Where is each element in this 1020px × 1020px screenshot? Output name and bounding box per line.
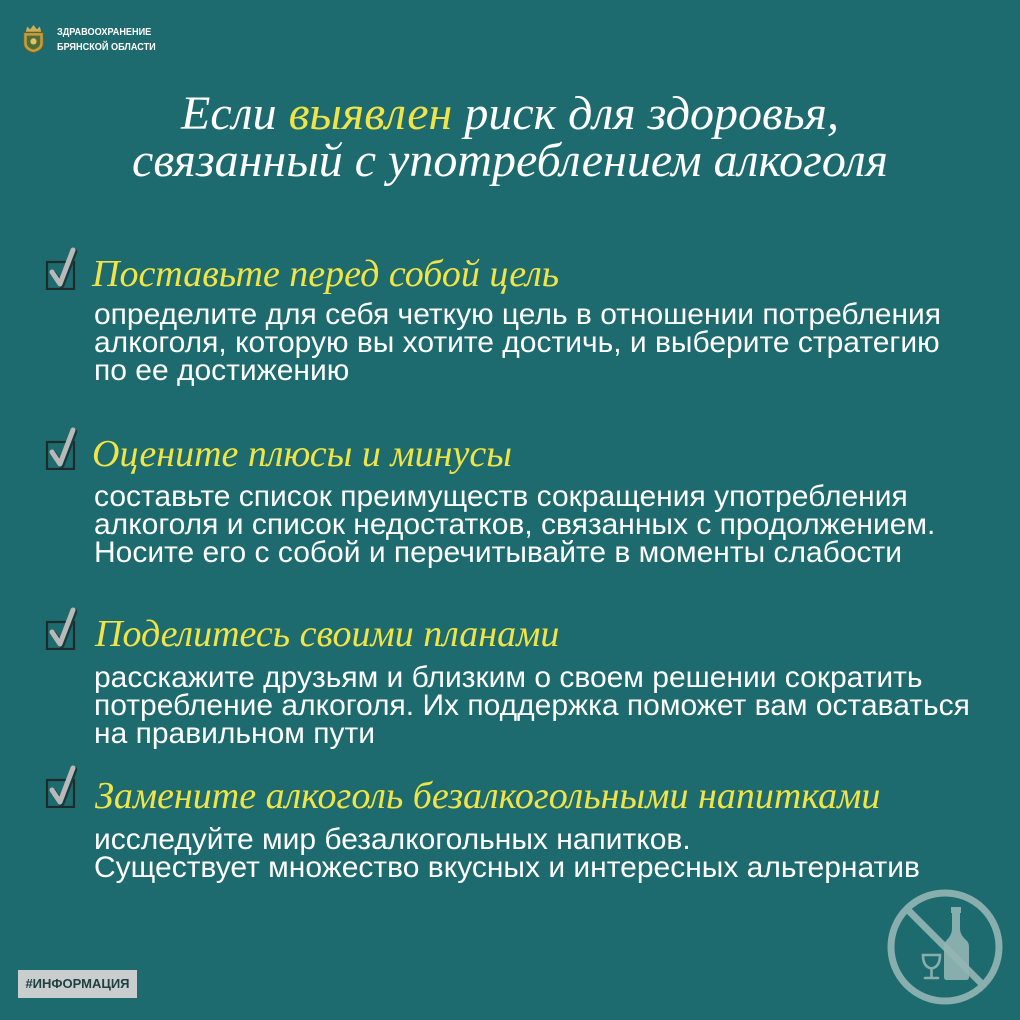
organization-name <box>57 25 156 55</box>
page-title <box>0 87 1020 187</box>
checkbox-checked-icon <box>45 606 79 650</box>
checkbox-checked-icon <box>45 426 79 470</box>
tip-text-line: потребление алкоголя. Их поддержка поможет вам оставаться <box>94 689 970 722</box>
tip-text-line: на правильном пути <box>94 717 375 750</box>
tip-text <box>94 298 942 387</box>
tip-text-line: по ее достижению <box>94 354 350 387</box>
tip-heading: Поделитесь своими планами <box>95 613 560 655</box>
title-highlight: выявлен <box>288 87 453 140</box>
tip-heading: Поставьте перед собой цель <box>92 253 560 295</box>
tip-item-share-plans <box>0 614 1020 764</box>
tip-item-pros-cons <box>0 434 1020 584</box>
organization-name-line-2: БРЯНСКОЙ ОБЛАСТИ <box>57 41 156 53</box>
title-text-end: риск для здоровья, <box>464 87 839 140</box>
title-line-1 <box>0 87 1020 140</box>
checkbox-checked-icon <box>45 246 79 290</box>
checkbox-checked-icon <box>45 764 79 808</box>
tip-text <box>94 661 970 750</box>
tip-text-line: Существует множество вкусных и интересных альтернатив <box>94 851 920 884</box>
hashtag-badge: #ИНФОРМАЦИЯ <box>18 970 137 998</box>
tip-item-replace-alcohol <box>0 776 1020 926</box>
tip-text-line: составьте список преимуществ сокращения употребления <box>94 480 908 513</box>
tip-text-line: Носите его с собой и перечитывайте в моменты слабости <box>94 536 903 569</box>
organization-name-line-1: ЗДРАВООХРАНЕНИЕ <box>57 26 152 38</box>
title-line-2: связанный с употреблением алкоголя <box>132 134 888 187</box>
tip-text-line: исследуйте мир безалкогольных напитков. <box>94 823 691 856</box>
tip-text-line: алкоголя, которую вы хотите достичь, и выберите стратегию <box>94 326 940 359</box>
tip-text <box>94 823 920 884</box>
no-alcohol-icon <box>885 887 1005 1007</box>
tip-text-line: алкоголя и список недостатков, связанных с продолжением. <box>94 508 936 541</box>
tip-text <box>94 480 936 569</box>
coat-of-arms-icon <box>20 24 47 53</box>
tip-item-goal <box>0 254 1020 404</box>
tip-text-line: расскажите друзьям и близким о своем решении сократить <box>94 661 923 694</box>
title-text-start: Если <box>181 87 277 140</box>
tip-heading: Оцените плюсы и минусы <box>92 433 512 475</box>
tip-text-line: определите для себя четкую цель в отношении потребления <box>94 298 942 331</box>
tip-heading: Замените алкоголь безалкогольными напитками <box>95 775 881 817</box>
